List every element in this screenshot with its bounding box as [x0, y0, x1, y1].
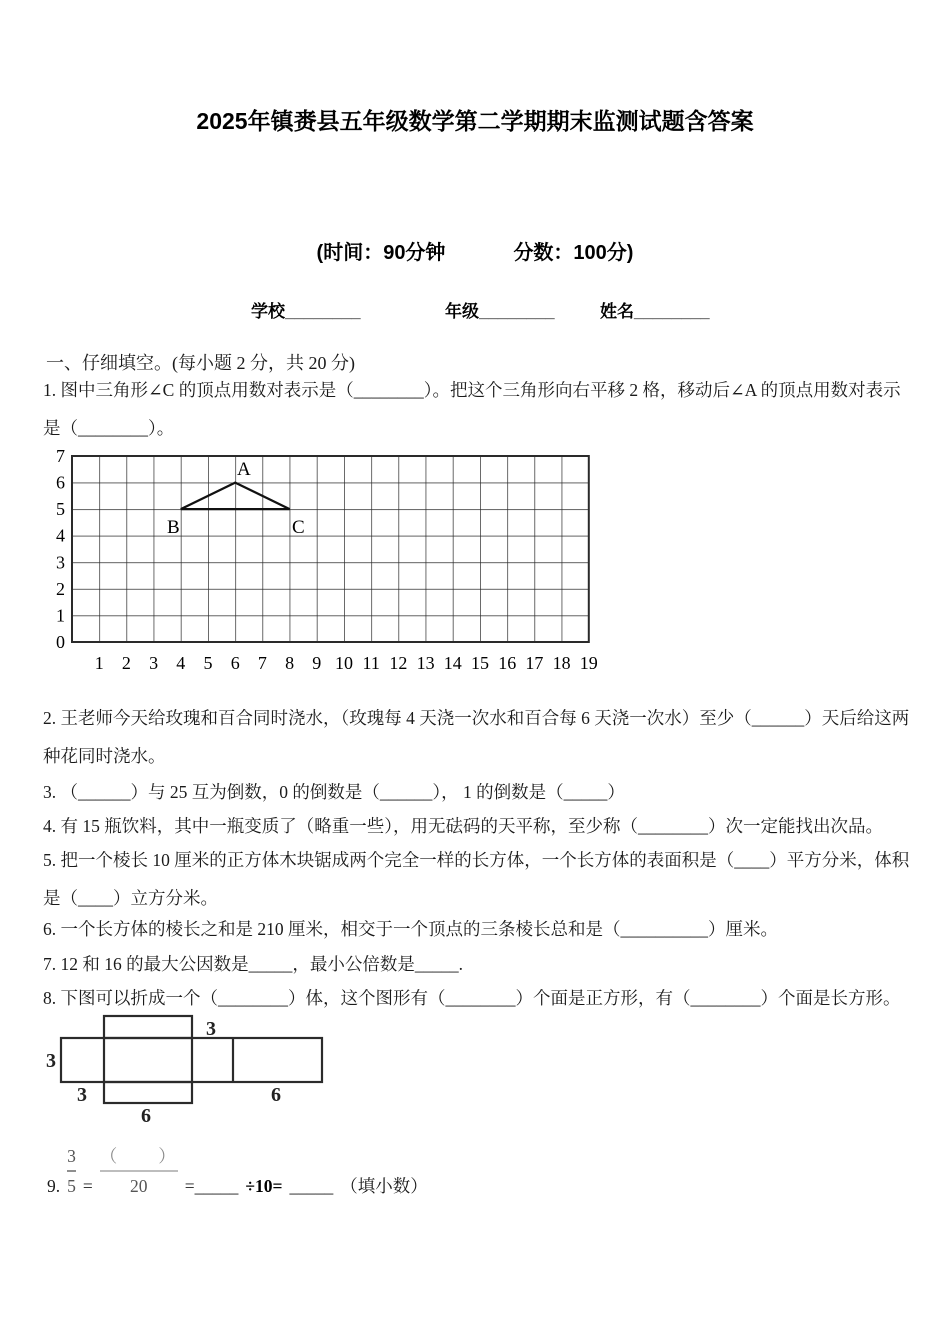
x-tick: 18 — [552, 653, 571, 673]
y-axis-labels — [56, 450, 65, 652]
question-3: 3. （______）与 25 互为倒数，0 的倒数是（______）， 1 的倒数是（_____） — [43, 782, 625, 802]
y-tick: 0 — [56, 632, 65, 652]
x-tick: 3 — [149, 653, 159, 673]
fraction-bar — [100, 1170, 178, 1172]
school-blank: 学校________ — [251, 302, 361, 321]
x-tick: 14 — [443, 653, 462, 673]
x-tick: 16 — [498, 653, 517, 673]
x-tick: 9 — [312, 653, 322, 673]
net-label: 6 — [271, 1084, 281, 1106]
net-top-flap — [104, 1016, 192, 1038]
x-tick: 11 — [362, 653, 380, 673]
box-net-figure — [38, 1006, 338, 1138]
question-9-number: 9. — [47, 1176, 61, 1196]
x-tick: 7 — [257, 653, 267, 673]
page-title: 2025年镇赉县五年级数学第二学期期末监测试题含答案 — [196, 108, 754, 134]
equals-sign: = — [82, 1176, 93, 1196]
y-tick: 6 — [56, 472, 65, 493]
y-tick: 1 — [56, 605, 65, 626]
vertex-label-b: B — [167, 517, 180, 538]
x-tick: 12 — [389, 653, 408, 673]
x-tick: 10 — [335, 653, 353, 673]
y-tick: 2 — [56, 578, 65, 599]
score-label: 分数：100分) — [513, 242, 634, 264]
answer-blank: _____ — [289, 1176, 334, 1196]
x-tick: 6 — [230, 653, 240, 673]
fraction-numerator: （ ） — [99, 1146, 178, 1166]
question-4: 4. 有 15 瓶饮料，其中一瓶变质了（略重一些），用无砝码的天平称，至少称（________）次一定能找出次品。 — [43, 816, 883, 836]
section-1-heading: 一、仔细填空。(每小题 2 分，共 20 分) — [46, 353, 355, 373]
x-tick: 4 — [176, 653, 186, 673]
grid-area — [72, 456, 589, 642]
net-label: 3 — [77, 1084, 87, 1106]
net-label: 3 — [46, 1050, 56, 1072]
x-tick: 15 — [471, 653, 489, 673]
exam-meta-line — [0, 236, 950, 265]
question-1: 1. 图中三角形∠C 的顶点用数对表示是（________）。把这个三角形向右平移 2 格，移动后∠A 的顶点用数对表示是（________）。 — [43, 380, 901, 438]
x-tick: 5 — [203, 653, 213, 673]
x-tick: 13 — [416, 653, 435, 673]
question-6: 6. 一个长方体的棱长之和是 210 厘米，相交于一个顶点的三条棱长总和是（__________）厘米。 — [43, 919, 778, 939]
decimal-hint: （填小数） — [340, 1176, 428, 1196]
x-tick: 2 — [121, 653, 131, 673]
fraction-blank-over-20 — [100, 1144, 178, 1199]
question-8: 8. 下图可以折成一个（________）体，这个图形有（________）个面是正方形，有（________）个面是长方形。 — [43, 988, 901, 1008]
net-label: 3 — [206, 1018, 216, 1040]
x-tick: 1 — [94, 653, 104, 673]
name-blank: 姓名________ — [600, 302, 710, 321]
fraction-numerator: 3 — [67, 1146, 76, 1166]
question-7: 7. 12 和 16 的最大公因数是_____，最小公倍数是_____. — [43, 954, 463, 974]
question-5: 5. 把一个棱长 10 厘米的正方体木块锯成两个完全一样的长方体，一个长方体的表面积是（____）平方分米，体积是（____）立方分米。 — [43, 850, 910, 908]
y-tick: 4 — [56, 525, 65, 546]
student-info-line — [0, 297, 950, 323]
fraction-three-fifths — [67, 1144, 76, 1199]
y-tick: 3 — [56, 552, 65, 573]
time-label: (时间：90分钟 — [316, 242, 446, 264]
divide-by-ten: ÷10= — [245, 1176, 283, 1196]
coordinate-grid-figure — [48, 450, 604, 678]
fraction-denominator: 5 — [67, 1176, 76, 1196]
y-tick: 7 — [56, 450, 65, 466]
net-bottom-flap — [104, 1082, 192, 1103]
question-9 — [47, 1144, 428, 1199]
grade-blank: 年级________ — [445, 302, 555, 321]
question-2: 2. 王老师今天给玫瑰和百合同时浇水，（玫瑰每 4 天浇一次水和百合每 6 天浇一次水）至少（______）天后给这两种花同时浇水。 — [43, 708, 910, 766]
fraction-bar — [67, 1170, 76, 1172]
vertex-label-a: A — [237, 459, 251, 480]
equals-blank: =_____ — [184, 1176, 239, 1196]
net-label: 6 — [141, 1105, 151, 1127]
x-tick: 17 — [525, 653, 544, 673]
x-axis-labels — [95, 653, 598, 673]
y-tick: 5 — [56, 499, 65, 520]
vertex-label-c: C — [292, 517, 305, 538]
fraction-denominator: 20 — [130, 1176, 148, 1196]
x-tick: 8 — [285, 653, 295, 673]
x-tick: 19 — [579, 653, 598, 673]
